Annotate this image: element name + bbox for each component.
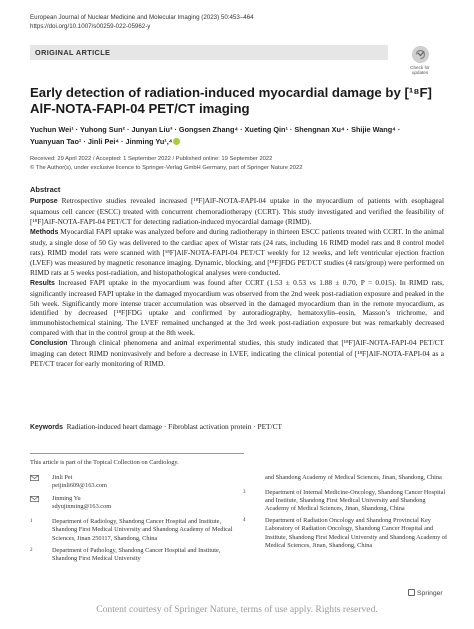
- affiliation-2-continued: [243, 474, 448, 482]
- keywords-text: Radiation-induced heart damage · Fibroblast activation protein · PET/CT: [66, 422, 282, 431]
- authors-line-1: Yuchun Wei¹ · Yuhong Sun² · Junyan Liu³ · Gongsen Zhang⁴ · Xueting Qin¹ · Shengnan Xu⁴ · Shijie Wang⁴ ·: [30, 125, 401, 134]
- methods-label: Methods: [30, 228, 59, 236]
- results-text: Increased FAPI uptake in the myocardium was found after CCRT (1.53 ± 0.53 vs 1.88 ± 0.70, P = 0.015). In RIMD rats, significantly increased FAPI uptake in the damaged myocardium was observed from the 2nd week post-radiation exposure and peaked in the 5th week. Significantly more intense tracer accumulation was observed in the damaged myocardium than in the remote myocardium, as identified by decreased [¹⁸F]FDG uptake and confirmed by autoradiography, hematoxylin–eosin, Masson’s trichrome, and immunohistochemical staining. The LVEF remained unchanged at the 3rd week post-radiation exposure but was remarkably decreased compared with that in the control group at the 8th week.: [30, 277, 444, 338]
- author-list: [30, 124, 450, 148]
- keywords-label: Keywords: [30, 424, 63, 431]
- affiliation-number: 2: [30, 547, 33, 553]
- contact-pei: [30, 474, 242, 490]
- copyright-line: © The Author(s), under exclusive licence to Springer-Verlag GmbH Germany, part of Springer Nature 2022: [30, 164, 303, 171]
- check-for-updates-badge[interactable]: [397, 46, 443, 75]
- abstract-body: [30, 196, 444, 369]
- keywords: [30, 422, 282, 431]
- purpose-label: Purpose: [30, 198, 58, 205]
- article-type-bar: [30, 45, 388, 60]
- publication-dates: [30, 155, 302, 172]
- orcid-icon[interactable]: [173, 138, 180, 145]
- contact-yu: [30, 495, 242, 511]
- contact-email[interactable]: sdyujinming@163.com: [52, 503, 112, 511]
- conclusion-text: Through clinical phenomena and animal experimental studies, this study indicated that [¹⁸F]AlF-NOTA-FAPI-04 PET/CT imaging can detect RIMD noninvasively and before a decrease in LVEF, indicating the clinical potential of [¹⁸F]AlF-NOTA-FAPI-04 as a PET/CT tracer for early monitoring of RIMD.: [30, 338, 444, 369]
- conclusion-label: Conclusion: [30, 340, 68, 348]
- affiliation-text: and Shandong Academy of Medical Sciences, Jinan, Shandong, China: [265, 474, 442, 481]
- authors-line-2: [30, 136, 450, 148]
- journal-header: [30, 13, 254, 31]
- publisher-logo: [408, 589, 443, 597]
- affiliation-text: Department of Radiology, Shandong Cancer Hospital and Institute, Shandong First Medical University and Shandong Academy of Medical Sciences, Jinan 250117, Shandong, China: [52, 518, 233, 542]
- authors-line-2-text: Yuanyuan Tao¹ · Jinli Pei⁴ · Jinming Yu¹,⁴: [30, 137, 173, 146]
- title-line-1: Early detection of radiation-induced myocardial damage by [¹⁸F]: [30, 85, 432, 100]
- publisher-name: Springer: [417, 590, 443, 597]
- journal-citation: European Journal of Nuclear Medicine and Molecular Imaging (2023) 50:453–464: [30, 14, 254, 21]
- abstract-results: [30, 278, 444, 339]
- check-updates-icon: [412, 46, 429, 63]
- courtesy-watermark: Content courtesy of Springer Nature, terms of use apply. Rights reserved.: [96, 604, 378, 615]
- footnotes-right: [243, 474, 448, 550]
- purpose-text: Retrospective studies revealed increased [¹⁸F]AlF-NOTA-FAPI-04 uptake in the myocardium of patients with esophageal squamous cell cancer (ESCC) treated with concurrent chemoradiotherapy (CCRT). This study investigated and verified the feasibility of [¹⁸F]AlF-NOTA-FAPI-04 PET/CT for detecting radiation-induced myocardial damage (RIMD).: [30, 196, 444, 226]
- article-title: [30, 85, 450, 117]
- abstract-methods: [30, 227, 444, 278]
- abstract-conclusion: [30, 338, 444, 369]
- contact-email[interactable]: peijinli609@163.com: [52, 482, 107, 490]
- check-updates-label-1: Check for: [410, 65, 430, 70]
- article-type-label: ORIGINAL ARTICLE: [35, 48, 111, 57]
- contact-name: Jinming Yu: [52, 495, 81, 503]
- footnote-divider: [30, 453, 244, 454]
- affiliation-number: 1: [30, 519, 33, 525]
- affiliation-1: [30, 518, 242, 542]
- affiliation-text: Department of Radiation Oncology and Shandong Provincial Key Laboratory of Radiation Oncology, Shandong Cancer Hospital and Institute, Shandong First Medical University and Shandong Academy of Medical Sciences, Jinan, Shandong, China: [265, 517, 448, 549]
- title-line-2: AlF-NOTA-FAPI-04 PET/CT imaging: [30, 101, 250, 116]
- affiliation-text: Department of Pathology, Shandong Cancer Hospital and Institute, Shandong First Medical University: [52, 546, 221, 562]
- abstract-heading: Abstract: [30, 185, 61, 194]
- abstract-purpose: [30, 196, 444, 227]
- affiliation-2: [30, 547, 242, 563]
- contact-name: Jinli Pei: [52, 474, 73, 481]
- results-label: Results: [30, 279, 55, 287]
- affiliation-text: Department of Internal Medicine-Oncology, Shandong Cancer Hospital and Institute, Shandong First Medical University and Shandong Academy of Medical Sciences, Jinan, Shandong, China: [265, 489, 446, 513]
- collection-note: This article is part of the Topical Collection on Cardiology.: [30, 459, 179, 466]
- dates-line: Received: 29 April 2022 / Accepted: 1 September 2022 / Published online: 19 September 2022: [30, 156, 273, 162]
- affiliation-3: [243, 489, 448, 513]
- doi-link[interactable]: https://doi.org/10.1007/s00259-022-05962-y: [30, 23, 151, 30]
- methods-text: Myocardial FAPI uptake was analyzed before and during radiotherapy in thirteen ESCC patients treated with CCRT. In the animal study, a single dose of 50 Gy was delivered to the cardiac apex of Wistar rats (24 rats, including 16 RIMD model rats and 8 control model rats). RIMD model rats were scanned with [¹⁸F]AlF-NOTA-FAPI-04 PET/CT weekly for 12 weeks, and left ventricular ejection fraction (LVEF) was measured by magnetic resonance imaging. Dynamic, blocking, and [¹⁸F]FDG PET/CT studies (4 rats/group) were performed on RIMD rats at 5 weeks post-radiation, and histopathological analyses were conducted.: [30, 226, 445, 277]
- footnotes-left: [30, 474, 242, 563]
- affiliation-number: 3: [243, 490, 246, 496]
- affiliation-4: [243, 517, 448, 549]
- check-updates-label-2: updates: [411, 70, 429, 75]
- springer-horse-icon: [408, 589, 415, 596]
- affiliation-number: 4: [243, 518, 246, 524]
